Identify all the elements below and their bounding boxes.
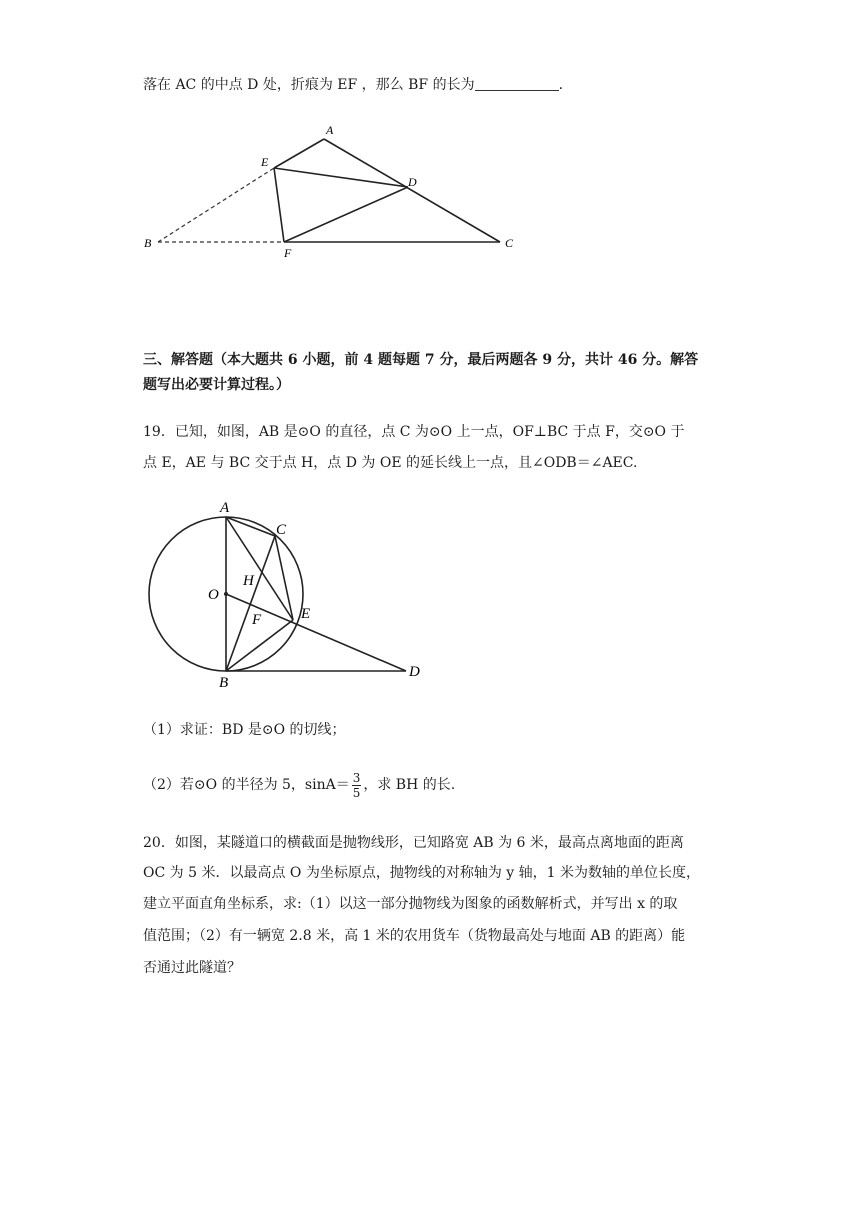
segment-AC [324, 139, 500, 242]
section-3-heading-line2: 题写出必要计算过程。） [143, 377, 290, 393]
circle-figure [0, 490, 860, 700]
section-3-heading-line1: 三、解答题（本大题共 6 小题，前 4 题每题 7 分，最后两题各 9 分，共计 46 分。解答 [143, 352, 699, 368]
segment-OD [226, 594, 406, 671]
segment-BC [226, 536, 275, 671]
segment-BE-dashed [158, 168, 274, 242]
label-A: A [220, 500, 230, 516]
label-H: H [243, 573, 254, 589]
q20-line2: OC 为 5 米．以最高点 O 为坐标原点，抛物线的对称轴为 y 轴，1 米为数轴的单位长度， [143, 865, 700, 881]
label-E: E [261, 155, 269, 169]
segment-FD [284, 187, 408, 242]
center-point-O [224, 592, 228, 596]
q19-part2-suffix: ，求 BH 的长. [363, 777, 456, 793]
label-F: F [252, 612, 262, 628]
label-C: C [276, 522, 287, 538]
label-B: B [219, 675, 229, 691]
q19-part1: （1）求证：BD 是⊙O 的切线； [143, 722, 346, 738]
segment-EA [274, 139, 324, 168]
fraction-numerator: 3 [352, 770, 361, 785]
label-O: O [208, 587, 219, 603]
segment-EF [274, 168, 284, 242]
q20-line3: 建立平面直角坐标系，求:（1）以这一部分抛物线为图象的函数解析式，并写出 x 的取 [143, 896, 678, 912]
q20-line5: 否通过此隧道？ [143, 960, 241, 976]
segment-ED [274, 168, 408, 187]
q19-line1: 19．已知，如图，AB 是⊙O 的直径，点 C 为⊙O 上一点，OF⊥BC 于点 F，交⊙O 于 [143, 424, 685, 440]
q20-line1: 20．如图，某隧道口的横截面是抛物线形，已知路宽 AB 为 6 米，最高点离地面的距离 [143, 835, 684, 851]
q19-part2-text: （2）若⊙O 的半径为 5，sinA＝ [143, 777, 350, 793]
q20-line4: 值范围；（2）有一辆宽 2.8 米，高 1 米的农用货车（货物最高处与地面 AB 的距离）能 [143, 928, 686, 944]
fraction-denominator: 5 [352, 785, 361, 800]
q18-period: . [558, 77, 564, 93]
label-F: F [284, 246, 292, 260]
label-C: C [505, 236, 514, 250]
label-D: D [409, 664, 420, 680]
segment-AC [226, 517, 275, 536]
fraction-three-fifths [352, 771, 362, 800]
label-D: D [408, 175, 417, 189]
triangle-fold-figure [0, 0, 860, 300]
q19-line2: 点 E，AE 与 BC 交于点 H，点 D 为 OE 的延长线上一点，且∠ODB＝∠AEC. [143, 455, 638, 471]
label-A: A [326, 123, 334, 137]
q18-text: 落在 AC 的中点 D 处，折痕为 EF ，那么 BF 的长为 [143, 77, 475, 93]
label-B: B [144, 236, 152, 250]
q19-part2 [143, 768, 455, 802]
label-E: E [301, 606, 311, 622]
